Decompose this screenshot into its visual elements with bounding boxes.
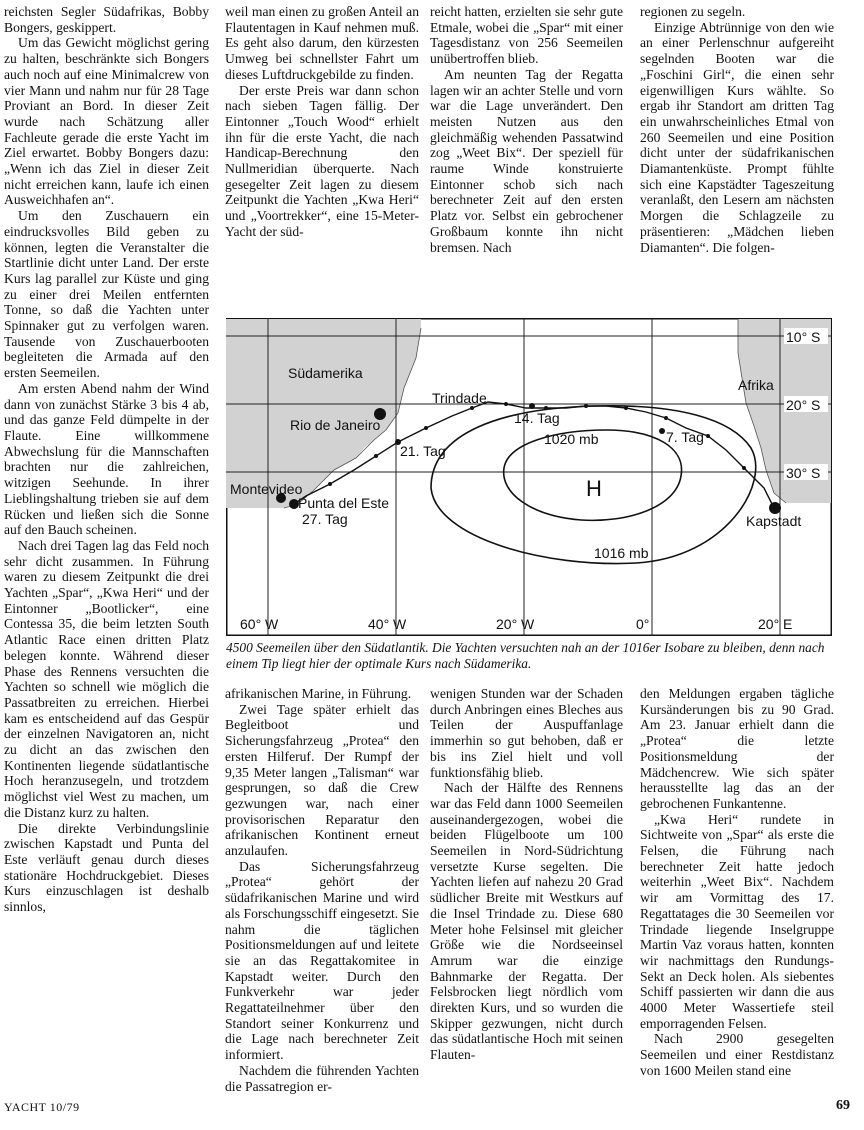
- text-column-3-top: [430, 4, 623, 300]
- paragraph: regionen zu segeln.: [640, 4, 746, 19]
- label-rio: Rio de Janeiro: [290, 417, 381, 433]
- paragraph: Zwei Tage später erhielt das Begleitboot und Sicherungsfahrzeug „Protea“ den ersten Hilferuf. Der Rumpf der 9,35 Meter langen „Talisman“ war gesprungen, so daß die Crew gezwungen war, nach einer provisorischen Reparatur den afrikanischen Kontinent erneut anzulaufen.: [225, 701, 419, 859]
- lat-label-30s: 30° S: [786, 465, 821, 481]
- paragraph: reichsten Segler Südafrikas, Bobby Bongers, geskippert.: [4, 4, 209, 35]
- paragraph: Der erste Preis war dann schon nach sieben Tagen fällig. Der Eintonner „Touch Wood“ erhielt ihn für die erste Yacht, die nach Handicap-Berechnung den Nullmeridian überquerte. Nach gesegelter Zeit lagen zu diesem Zeitpunkt die Yachten „Kwa Heri“ und „Voortrekker“, eine 15-Meter-Yacht der süd-: [225, 82, 419, 239]
- label-punta: Punta del Este: [298, 495, 390, 511]
- text-column-4-top: [640, 4, 834, 300]
- day-7-marker: [659, 428, 665, 434]
- text-column-2-bottom: [225, 686, 419, 1094]
- paragraph: Die direkte Verbindungslinie zwischen Kapstadt und Punta del Este verläuft genau durch dieses stationäre Hochdruckgebiet. Dieses Kurs einzuschlagen ist deshalb sinnlos,: [4, 820, 209, 915]
- lon-label-0: 0°: [636, 616, 650, 632]
- paragraph: Am neunten Tag der Regatta lagen wir an achter Stelle und vorn war die Lage unverändert. Den meisten Nutzen aus den gleichmäßig wehenden Passatwind zog „Weet Bix“. Der speziell für raume Winde konstruierte Eintonner schob sich nach berechneter Zeit auf den ersten Platz vor. Selbst ein gebrochener Großbaum konnte ihn nicht bremsen. Nach: [430, 66, 623, 255]
- label-kapstadt: Kapstadt: [746, 513, 802, 529]
- lon-label-20w: 20° W: [496, 616, 535, 632]
- label-day21: 21. Tag: [400, 443, 446, 459]
- text-column-1: [4, 4, 209, 1094]
- paragraph: Einzige Abtrünnige von den wie an einer Perlenschnur aufgereiht segelnden Booten war die „Foschini Girl“, die einen sehr eigenwilligen Kurs wählte. So ergab ihr Standort am dritten Tag ein unwahrscheinliches Etmal von 260 Seemeilen und eine Position dicht unter der südafrikanischen Diamantenküste. Prompt fühlte sich eine Kapstädter Tageszeitung veranlaßt, den Lesern am nächsten Morgen die Schlagzeile zu präsentieren: „Mädchen lieben Diamanten“. Die folgen-: [640, 19, 834, 255]
- paragraph: Das Sicherungsfahrzeug „Protea“ gehört der südafrikanischen Marine und wird als Forschungsschiff eingesetzt. Sie nahm die täglichen Positionsmeldungen auf und leitete sie an das Regattakomitee in Kapstadt weiter. Durch den Funkverkehr war jeder Regattateilnehmer über den Standort seiner Konkurrenz und die Lage nach berechneter Zeit informiert.: [225, 858, 419, 1063]
- paragraph: Am ersten Abend nahm der Wind dann von zunächst Stärke 3 bis 4 ab, und das ganze Feld dümpelte in der Flaute. Eine willkommene Abwechslung für die Mannschaften brachten nur die zahlreichen, witzigen Seehunde. In ihrer Lieblingshaltung trieben sie auf dem Rücken und ließen sich die Sonne auf den Bauch scheinen.: [4, 380, 209, 538]
- paragraph: Um das Gewicht möglichst gering zu halten, beschränkte sich Bongers auch noch auf eine Minimalcrew von vier Mann und nahm nur für 28 Tage Proviant an Bord. In dieser Zeit wurde nach Schätzung aller Fachleute gerade die erste Yacht im Ziel erwartet. Bobby Bongers dazu: „Wenn ich das Ziel in dieser Zeit nicht erreichen kann, laufe ich einen Ausweichhafen an“.: [4, 35, 209, 208]
- label-day7: 7. Tag: [666, 429, 704, 445]
- lat-label-10s: 10° S: [786, 329, 821, 345]
- paragraph: reicht hatten, erzielten sie sehr gute Etmale, wobei die „Spar“ mit einer Tagesdistanz von 256 Seemeilen unübertroffen blieb.: [430, 4, 623, 67]
- course-map: [226, 318, 832, 636]
- label-isobar-1020: 1020 mb: [544, 431, 599, 447]
- paragraph: Nach drei Tagen lag das Feld noch sehr dicht zusammen. In Führung waren zu diesem Zeitpunkt die drei Yachten „Spar“, „Kwa Heri“ und der Eintonner „Bootlicker“, eine Contessa 35, die beim letzten South Atlantic Race einen dritten Platz belegen konnte. Während dieser Phase des Rennens versuchten die Yachten so schnell wie möglich die Passatbreiten zu erreichen. Hierbei kam es entscheidend auf das Gespür der einzelnen Navigatoren an, nicht zu dicht an das zwischen den Kontinenten liegende südatlantische Hoch heranzusegeln, und trotzdem möglichst viel West zu machen, um die Distanz kurz zu halten.: [4, 537, 209, 820]
- paragraph: afrikanischen Marine, in Führung.: [225, 686, 412, 701]
- label-day27: 27. Tag: [302, 511, 348, 527]
- label-isobar-1016: 1016 mb: [594, 545, 649, 561]
- paragraph: Um den Zuschauern ein eindrucksvolles Bild geben zu können, legten die Veranstalter die Startlinie dicht unter Land. Der erste Kurs lag parallel zur Küste und ging zu einer drei Meilen entfernten Tonne, so daß die Yachten unter Spinnaker gut zu verfolgen waren. Tausende von Zuschauerbooten begleiteten die Armada auf den ersten Seemeilen.: [4, 208, 209, 381]
- label-trindade: Trindade: [432, 390, 487, 406]
- label-montevideo: Montevideo: [230, 481, 303, 497]
- lon-label-20e: 20° E: [758, 616, 793, 632]
- paragraph: Nach der Hälfte des Rennens war das Feld dann 1000 Seemeilen auseinandergezogen, wobei die beiden Flügelboote um 100 Seemeilen in Nord-Südrichtung versetzte Kurse segelten. Die Yachten liefen auf nahezu 20 Grad südlicher Breite mit Westkurs auf die Insel Trindade zu. Diese 680 Meter hohe Felsinsel mit gleicher Größe wie die Nordseeinsel Amrum war die einzige Bahnmarke der Regatta. Der Felsbrocken liegt nördlich vom direkten Kurs, und so wurden die Skipper gezwungen, nicht durch das südatlantische Hoch mit seinen Flauten-: [430, 780, 623, 1063]
- paragraph: Nach 2900 gesegelten Seemeilen und einer Restdistanz von 1600 Meilen stand eine: [640, 1031, 834, 1078]
- lon-label-60w: 60° W: [240, 616, 279, 632]
- text-column-2-top: [225, 4, 419, 300]
- label-suedamerika: Südamerika: [288, 365, 363, 381]
- footer-magazine: YACHT 10/79: [4, 1100, 80, 1114]
- map-caption: 4500 Seemeilen über den Südatlantik. Die Yachten versuchten nah an der 1016er Isobare zu bleiben, denn nach einem Tip liegt hier der optimale Kurs nach Südamerika.: [226, 640, 825, 671]
- lat-label-20s: 20° S: [786, 397, 821, 413]
- label-day14: 14. Tag: [514, 410, 560, 426]
- lon-label-40w: 40° W: [368, 616, 407, 632]
- paragraph: Nachdem die führenden Yachten die Passatregion er-: [225, 1062, 419, 1094]
- paragraph: weil man einen zu großen Anteil an Flautentagen in Kauf nehmen muß. Es geht also darum, den kürzesten Umweg bei schnellster Fahrt um dieses Luftdruckgebilde zu finden.: [225, 4, 419, 82]
- day-14-marker: [529, 403, 535, 409]
- label-high-pressure: H: [586, 476, 602, 501]
- paragraph: den Meldungen ergaben tägliche Kursänderungen bis zu 90 Grad. Am 23. Januar erhielt dann die „Protea“ die letzte Positionsmeldung der Mädchencrew. Wie sich später herausstellte lag das an der gebrochenen Funkantenne.: [640, 686, 834, 811]
- label-afrika: Afrika: [738, 377, 774, 393]
- text-column-3-bottom: [430, 686, 623, 1094]
- text-column-4-bottom: [640, 686, 834, 1094]
- paragraph: wenigen Stunden war der Schaden durch Anbringen eines Bleches aus Teilen der Auspuffanlage immerhin so gut behoben, daß er bis ins Ziel hielt und voll funktionsfähig blieb.: [430, 686, 623, 780]
- paragraph: „Kwa Heri“ rundete in Sichtweite von „Spar“ als erste die Felsen, die Führung nach berechneter Zeit hatte jedoch weiterhin „Weet Bix“. Nachdem wir am Vormittag des 17. Regattatages die 30 Seemeilen vor Trindade liegende Inselgruppe Martin Vaz voraus hatten, konnten wir nachmittags den Rundungs-Sekt an Deck holen. Als siebentes Schiff passierten wir dann die aus 4000 Meter Wassertiefe steil emporragenden Felsen.: [640, 811, 834, 1031]
- page-number: 69: [836, 1098, 850, 1113]
